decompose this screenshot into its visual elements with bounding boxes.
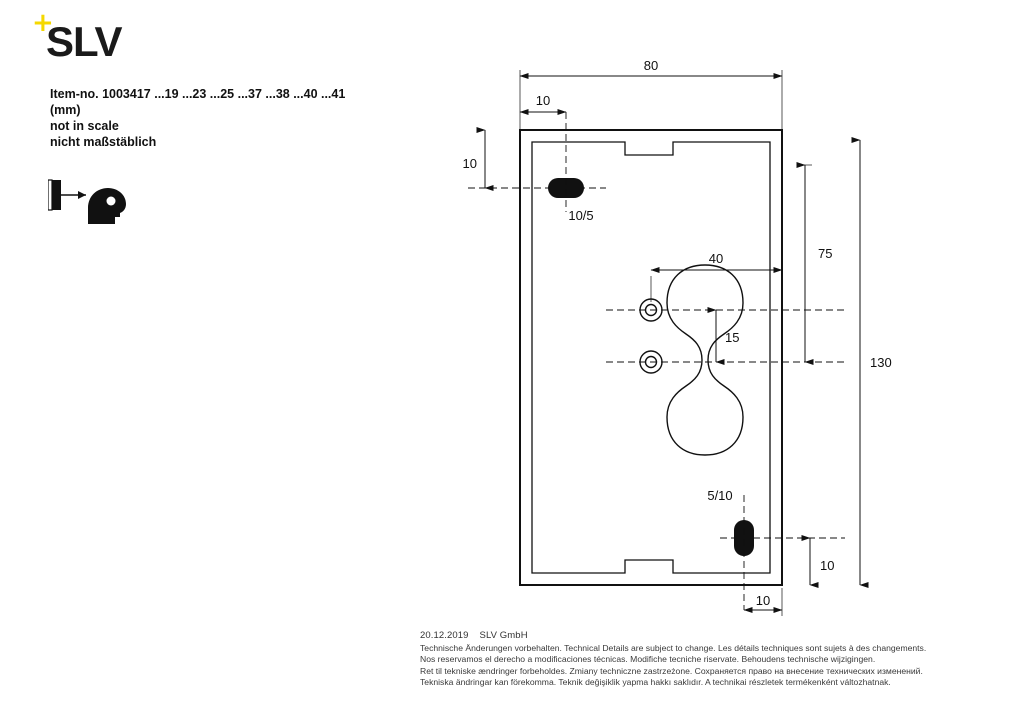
dim-bottom-hole-label: 5/10: [707, 488, 733, 503]
technical-drawing: [420, 40, 980, 620]
dim-top-offset: 10: [535, 93, 551, 108]
footer-disclaimer-line-1: Technische Änderungen vorbehalten. Technical Details are subject to change. Les détails techniques sont sujets à des changements.: [420, 643, 927, 653]
dim-bottom-offset: 10: [755, 593, 771, 608]
brand-name: SLV: [46, 18, 122, 65]
dim-bottom-right: 10: [820, 558, 835, 573]
item-number-line: Item-no. 1003417 ...19 ...23 ...25 ...37 ...38 ...40 ...41: [50, 87, 346, 101]
footer-disclaimer-line-4: Tekniska ändringar kan förekomma. Teknik değişiklik yapma hakkı saklıdır. A technikai részletek termékenként változhatnak.: [420, 677, 891, 688]
dim-left-offset: 10: [462, 156, 477, 171]
item-info-block: [50, 86, 380, 150]
dim-center-offset: 40: [708, 251, 724, 266]
footer-disclaimer-line-3: Ret til tekniske ændringer forbeholdes. Zmiany techniczne zastrzeżone. Сохраняется право на внесение технических изменений.: [420, 665, 923, 676]
unit-line: (mm): [50, 103, 81, 117]
footer-date: 20.12.2019: [420, 630, 469, 641]
dim-right-upper: 75: [818, 246, 833, 261]
plus-icon: +: [32, 8, 54, 38]
scale-note-en: not in scale: [50, 119, 119, 133]
dim-hole-spacing: 15: [725, 330, 740, 345]
footer-date-company: [420, 630, 980, 641]
dim-right-total: 130: [870, 355, 892, 370]
footer-block: [420, 630, 980, 689]
footer-company: SLV GmbH: [479, 630, 528, 641]
dim-top-width: 80: [643, 58, 659, 73]
wall-mounted-luminaire-head-icon: [48, 178, 158, 232]
slv-logo: [28, 8, 208, 66]
scale-note-de: nicht maßstäblich: [50, 135, 157, 149]
footer-disclaimer-line-2: Nos reservamos el derecho a modificaciones técnicas. Modifiche tecniche riservate. Behoudens technische wijzigingen.: [420, 654, 876, 665]
dim-top-hole-label: 10/5: [568, 208, 594, 223]
